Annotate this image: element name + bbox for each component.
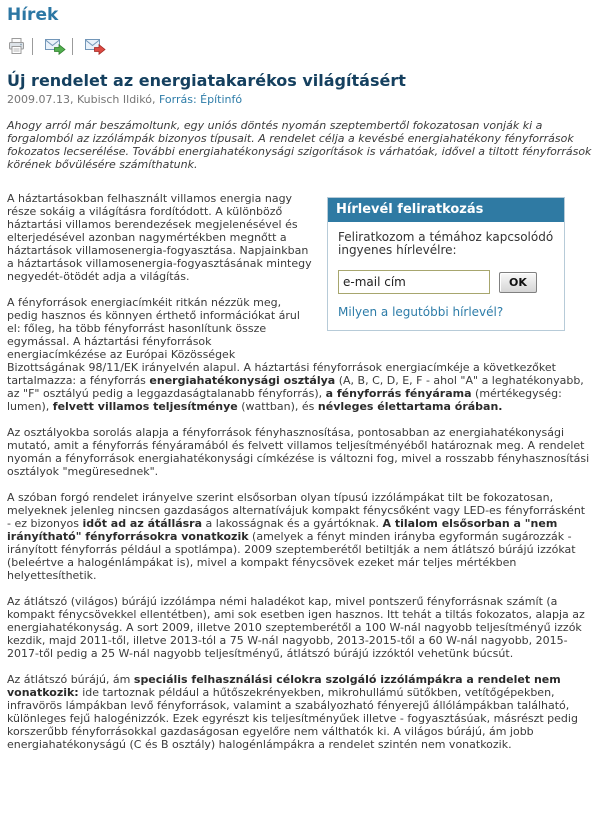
article-toolbar xyxy=(7,36,592,56)
print-button[interactable] xyxy=(7,37,32,55)
mail-forward-green-icon xyxy=(45,37,66,55)
newsletter-form-row xyxy=(338,270,554,294)
newsletter-ok-button[interactable]: OK xyxy=(499,272,537,293)
toolbar-separator xyxy=(72,38,73,55)
recommend-button[interactable] xyxy=(79,37,112,55)
newsletter-box-title: Hírlevél feliratkozás xyxy=(328,198,564,222)
send-email-button[interactable] xyxy=(39,37,72,55)
newsletter-description: Feliratkozom a témához kapcsolódó ingyenes hírlevélre: xyxy=(338,230,554,257)
newsletter-email-input[interactable] xyxy=(338,270,490,294)
newsletter-latest-link[interactable]: Milyen a legutóbbi hírlevél? xyxy=(338,305,504,319)
article-date-author: 2009.07.13, Kubisch Ildikó, xyxy=(7,93,156,106)
article-paragraph: A szóban forgó rendelet irányelve szerint elsősorban olyan típusú izzólámpákat tilt be fokozatosan, melyeknek jelenleg nincsen gazdaságos alternatívájuk kompakt fénycsőként vagy LED-es fényforrásként - ez bizonyos időt ad az átállásra a lakosságnak és a gyártóknak. A tilalom elsősorban a "nem irányítható" fényforrásokra vonatkozik (amelyek a fényt minden irányba egyformán sugározzák - irányított fényforrás például a spotlámpa). 2009 szeptemberétől betiltják a nem átlátszó búrájú izzókat (beleértve a halogénlámpákat is), mivel a kompakt fénycsövek ezeket már teljes mértékben helyettesíthetik. xyxy=(7,491,586,582)
print-icon xyxy=(7,37,26,55)
newsletter-box-body xyxy=(328,222,564,330)
article-paragraph: A fényforrások energiacímkéit ritkán nézzük meg, pedig hasznos és könnyen érthető információkat árul el: főleg, ha több fényforrást hasonlítunk össze egymással. A háztartási fényforrások energiacímkézése az Európai Közösségek Bizottságának 98/11/EK irányelvén alapul. A háztartási fényforrások energiacímkéje a következőket tartalmazza: a fényforrás energiahatékonysági osztálya (A, B, C, D, E, F - ahol "A" a leghatékonyabb, az "F" osztályú pedig a leggazdaságtalanabb fényforrás), a fényforrás fényárama (mértékegység: lumen), felvett villamos teljesítménye (wattban), és névleges élettartama órában. xyxy=(7,296,584,413)
article-paragraph: Az átlátszó búrájú, ám speciális felhasználási célokra szolgáló izzólámpákra a rendelet nem vonatkozik: ide tartoznak például a hűtőszekrényekben, mikrohullámú sütőkben, vetítőgépekben, infravörös lámpákban levő fényforrások, valamint a szabályozható fényerejű állólámpákban található, különleges fejű halogénizzók. Ezek egyrészt kis teljesítményűek illetve - fogyasztásúak, másrészt pedig korszerűbb fényforrásokkal gazdaságosan egyelőre nem válthatók ki. A világos búrájú, ám jobb energiahatékonyságú (C és B osztály) halogénlámpákra a rendelet szintén nem vonatkozik. xyxy=(7,673,578,751)
article-source-link[interactable]: Forrás: Építinfó xyxy=(158,93,243,106)
article-body xyxy=(7,192,592,751)
article-paragraph: A háztartásokban felhasznált villamos energia nagy része sokáig a világításra fordítódott. A különböző háztartási villamos berendezések megjelenésével és elterjedésével azonban nagymértékben megnőtt a háztartások villamosenergia-fogyasztása. Napjainkban a háztartások villamosenergia-fogyasztásának mintegy negyedét-ötödét adja a világítás. xyxy=(7,192,312,283)
article-paragraph: Az osztályokba sorolás alapja a fényforrások fényhasznosítása, pontosabban az energiahatékonysági mutató, amit a fényforrás fényáramából és felvett villamos teljesítményéből határoznak meg. A rendelet nyomán a fényforrások energiahatékonysági címkézése is változni fog, mivel a rosszabb fényhasznosítási osztályok "megüresednek". xyxy=(7,426,590,478)
newsletter-box xyxy=(327,197,565,331)
toolbar-separator xyxy=(32,38,33,55)
article-meta xyxy=(7,93,592,106)
page-title: Hírek xyxy=(7,5,59,25)
article-title: Új rendelet az energiatakarékos világításért xyxy=(7,71,406,90)
mail-forward-red-icon xyxy=(85,37,106,55)
article-lead: Ahogy arról már beszámoltunk, egy uniós döntés nyomán szeptembertől fokozatosan vonják ki a forgalomból az izzólámpák bizonyos típusait. A rendelet célja a kevésbé energiahatékony fényforrások fokozatos lecserélése. További energiahatékonysági szigorítások is várhatóak, idővel a tiltott fényforrások körének bővülésére számíthatunk. xyxy=(7,119,592,171)
article-paragraph: Az átlátszó (világos) búrájú izzólámpa némi haladékot kap, mivel pontszerű fényforrásnak számít (a kompakt fénycsövekkel ellentétben), ami sok esetben igen hasznos. Itt tehát a tiltás fokozatos, alapja az energiahatékonyság. A sort 2009, illetve 2010 szeptemberétől a 100 W-nál nagyobb teljesítményű izzók kezdik, majd 2011-től, illetve 2013-tól a 75 W-nál nagyobb, 2013-2015-től a 60 W-nál nagyobb, 2015-2017-től pedig a 25 W-nál nagyobb teljesítményű, átlátszó búrájú izzóktól vehetünk búcsút. xyxy=(7,595,585,660)
